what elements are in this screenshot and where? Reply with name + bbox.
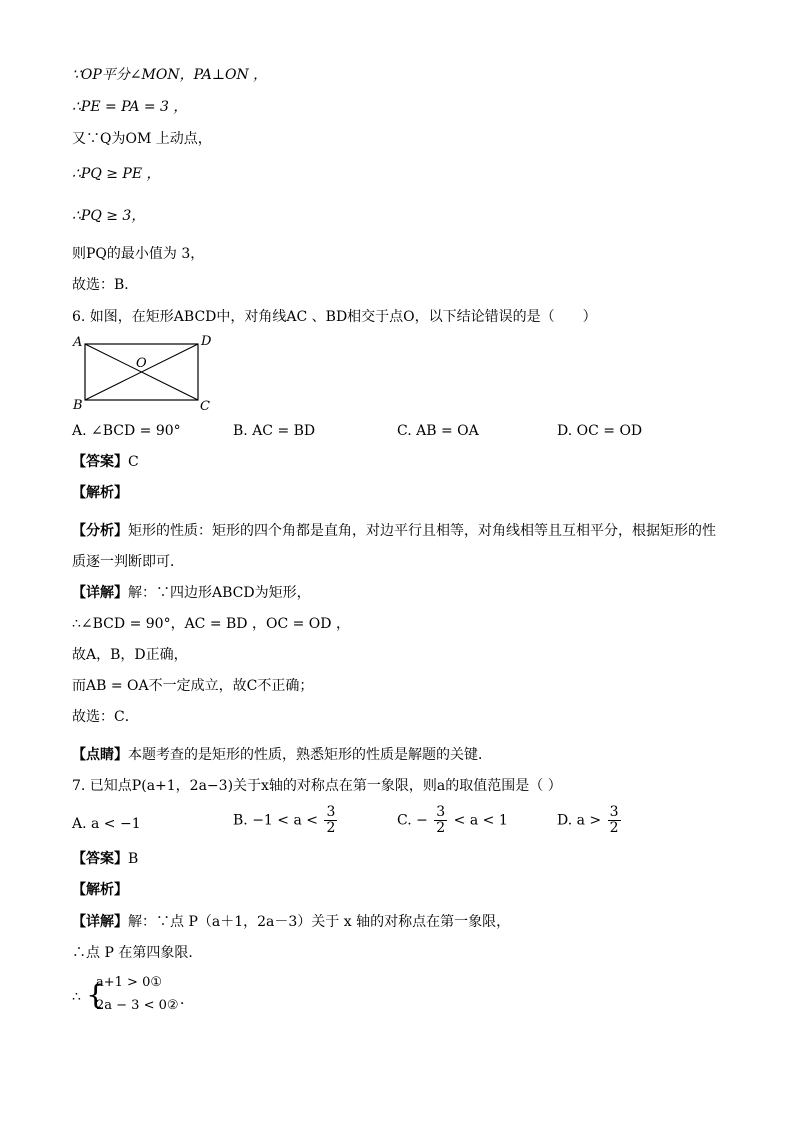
q7-option-a: A. a < −1 [72,816,141,832]
inequality-1: a+1 > 0① [96,975,162,990]
q6-analysis-tag: 【解析】 [72,485,128,501]
detail-text: 解：∵四边形ABCD为矩形， [128,585,311,601]
q6-answer [72,453,139,471]
q7-stem: 7. 已知点P(a+1，2a−3)关于x轴的对称点在第一象限，则a的取值范围是（ ） [72,778,562,794]
brace-symbol: { [86,979,106,1012]
q6-option-d: D. OC = OD [557,423,643,439]
fenxi-text: 矩形的性质：矩形的四个角都是直角，对边平行且相等，对角线相等且互相平分，根据矩形的性 [128,523,716,539]
q7-option-b [233,805,339,836]
q6-option-a: A. ∠BCD = 90° [72,423,181,439]
proof-line-2: ∴PE = PA = 3 ， [72,99,188,115]
dianjing-tag: 【点睛】 [72,747,128,763]
q6-option-b: B. AC = BD [233,423,316,439]
label-o: O [136,356,147,371]
detail-text: 解：∵点 P（a＋1，2a－3）关于 x 轴的对称点在第一象限， [128,914,511,930]
q6-detail-line-1 [72,584,311,602]
inequality-system [72,975,232,1019]
q6-stem: 6. 如图，在矩形ABCD中，对角线AC 、BD相交于点O，以下结论错误的是（ ） [72,309,597,325]
q6-detail-line-4: 而AB = OA不一定成立，故C不正确； [72,678,314,694]
q7-analysis-tag: 【解析】 [72,882,128,898]
label-d: D [201,334,212,349]
answer-value: C [128,454,139,470]
q7-answer [72,850,138,868]
therefore-symbol: ∴ [72,989,81,1005]
inequality-2: 2a − 3 < 0② [96,998,179,1013]
q6-detail-line-3: 故A，B，D正确， [72,647,188,663]
proof-line-5: ∴PQ ≥ 3， [72,208,146,224]
answer-tag: 【答案】 [72,851,128,867]
dianjing-text: 本题考查的是矩形的性质，熟悉矩形的性质是解题的关键． [128,747,492,763]
q7-option-b-text: B. −1 < a < [233,812,318,829]
q6-detail-line-5: 故选：C． [72,709,139,725]
proof-line-6: 则PQ的最小值为 3， [72,246,205,262]
q7-detail-line-1 [72,913,510,931]
q7-option-c-text: C. − [397,812,428,829]
proof-line-4: ∴PQ ≥ PE ， [72,166,161,182]
fraction: $\frac{3}{2}$ [326,804,336,836]
detail-tag: 【详解】 [72,914,128,930]
label-b: B [73,398,83,413]
detail-tag: 【详解】 [72,585,128,601]
q7-option-c-suffix: < a < 1 [453,812,508,829]
q7-detail-line-2: ∴点 P 在第四象限． [72,945,203,961]
q6-option-c: C. AB = OA [397,423,479,439]
answer-value: B [128,851,139,867]
q7-option-c [397,805,508,836]
q6-detail-line-2: ∴∠BCD = 90°，AC = BD ，OC = OD ， [72,616,350,632]
q6-fenxi-line-1 [72,522,716,540]
label-c: C [200,399,210,414]
rectangle-figure [70,332,210,412]
end-period: ． [180,992,194,1008]
fraction: $\frac{3}{2}$ [609,804,619,836]
proof-line-1: ∵OP平分∠MON，PA⊥ON ， [72,67,268,83]
answer-tag: 【答案】 [72,454,128,470]
proof-line-3: 又∵Q为OM 上动点， [72,131,212,147]
proof-line-7: 故选：B． [72,277,139,293]
fraction: $\frac{3}{2}$ [436,804,446,836]
q7-option-d [557,805,623,836]
fenxi-tag: 【分析】 [72,523,128,539]
q7-option-d-text: D. a > [557,812,602,829]
q6-dianjing [72,746,492,764]
label-a: A [73,335,83,350]
q6-fenxi-line-2: 质逐一判断即可． [72,554,184,570]
